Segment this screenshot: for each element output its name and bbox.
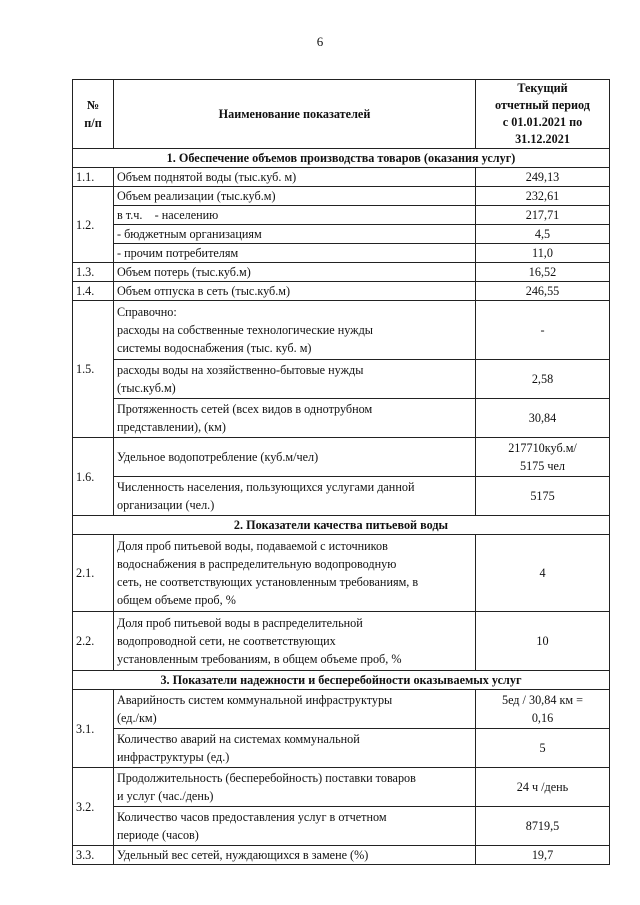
row-name: Продолжительность (бесперебойность) поставки товаров и услуг (час./день) — [114, 768, 476, 807]
section-3-title: 3. Показатели надежности и бесперебойности оказываемых услуг — [73, 671, 610, 690]
table-row — [73, 807, 610, 846]
row-num: 1.5. — [73, 301, 114, 438]
row-value: 232,61 — [476, 187, 610, 206]
table-row — [73, 399, 610, 438]
row-num: 2.1. — [73, 535, 114, 612]
row-value: 5175 — [476, 477, 610, 516]
row-value: 217710куб.м/ 5175 чел — [476, 438, 610, 477]
header-period: Текущий отчетный период с 01.01.2021 по 31.12.2021 — [476, 80, 610, 149]
table-row — [73, 282, 610, 301]
row-num: 1.3. — [73, 263, 114, 282]
table-row — [73, 768, 610, 807]
row-value: 19,7 — [476, 846, 610, 865]
row-name: Доля проб питьевой воды в распределительной водопроводной сети, не соответствующих установленным требованиям, в общем объеме проб, % — [114, 612, 476, 671]
table-row — [73, 263, 610, 282]
table-row — [73, 729, 610, 768]
table-row — [73, 690, 610, 729]
row-num: 1.6. — [73, 438, 114, 516]
page-number: 6 — [316, 34, 324, 49]
row-name: Справочно: расходы на собственные технологические нужды системы водоснабжения (тыс. куб. м) — [114, 301, 476, 360]
row-value: 249,13 — [476, 168, 610, 187]
row-value: 24 ч /день — [476, 768, 610, 807]
header-num: № п/п — [73, 80, 114, 149]
row-value: - — [476, 301, 610, 360]
row-name: Доля проб питьевой воды, подаваемой с источников водоснабжения в распределительную водопроводную сеть, не соответствующих установленным требованиям, в общем объеме проб, % — [114, 535, 476, 612]
row-name: Численность населения, пользующихся услугами данной организации (чел.) — [114, 477, 476, 516]
row-num: 1.1. — [73, 168, 114, 187]
row-value: 10 — [476, 612, 610, 671]
row-name: расходы воды на хозяйственно-бытовые нужды (тыс.куб.м) — [114, 360, 476, 399]
row-name: Объем отпуска в сеть (тыс.куб.м) — [114, 282, 476, 301]
table-row — [73, 535, 610, 612]
row-value: 246,55 — [476, 282, 610, 301]
indicators-table — [72, 79, 610, 865]
section-row — [73, 671, 610, 690]
table-row — [73, 360, 610, 399]
row-name: Объем поднятой воды (тыс.куб. м) — [114, 168, 476, 187]
section-2-title: 2. Показатели качества питьевой воды — [73, 516, 610, 535]
row-name: Удельный вес сетей, нуждающихся в замене (%) — [114, 846, 476, 865]
row-name: Аварийность систем коммунальной инфраструктуры (ед./км) — [114, 690, 476, 729]
row-name: в т.ч. - населению — [114, 206, 476, 225]
row-value: 4 — [476, 535, 610, 612]
table-header-row — [73, 80, 610, 149]
section-row — [73, 516, 610, 535]
row-name: Удельное водопотребление (куб.м/чел) — [114, 438, 476, 477]
table-row — [73, 187, 610, 206]
section-row — [73, 149, 610, 168]
table-row — [73, 612, 610, 671]
row-name: - бюджетным организациям — [114, 225, 476, 244]
table-row — [73, 301, 610, 360]
table-row — [73, 846, 610, 865]
row-name: Количество аварий на системах коммунальной инфраструктуры (ед.) — [114, 729, 476, 768]
row-num: 3.3. — [73, 846, 114, 865]
row-value: 2,58 — [476, 360, 610, 399]
row-num: 1.4. — [73, 282, 114, 301]
table-row — [73, 438, 610, 477]
row-num: 3.1. — [73, 690, 114, 768]
row-name: Протяженность сетей (всех видов в однотрубном представлении), (км) — [114, 399, 476, 438]
row-value: 5ед / 30,84 км = 0,16 — [476, 690, 610, 729]
row-value: 5 — [476, 729, 610, 768]
row-value: 4,5 — [476, 225, 610, 244]
row-num: 3.2. — [73, 768, 114, 846]
row-name: Объем реализации (тыс.куб.м) — [114, 187, 476, 206]
row-name: Объем потерь (тыс.куб.м) — [114, 263, 476, 282]
table-row — [73, 168, 610, 187]
row-name: - прочим потребителям — [114, 244, 476, 263]
section-1-title: 1. Обеспечение объемов производства товаров (оказания услуг) — [73, 149, 610, 168]
row-num: 1.2. — [73, 187, 114, 263]
header-name: Наименование показателей — [114, 80, 476, 149]
row-value: 16,52 — [476, 263, 610, 282]
row-value: 11,0 — [476, 244, 610, 263]
table-row — [73, 477, 610, 516]
row-value: 30,84 — [476, 399, 610, 438]
row-num: 2.2. — [73, 612, 114, 671]
row-value: 8719,5 — [476, 807, 610, 846]
row-name: Количество часов предоставления услуг в отчетном периоде (часов) — [114, 807, 476, 846]
row-value: 217,71 — [476, 206, 610, 225]
table-row — [73, 244, 610, 263]
table-row — [73, 206, 610, 225]
table-row — [73, 225, 610, 244]
